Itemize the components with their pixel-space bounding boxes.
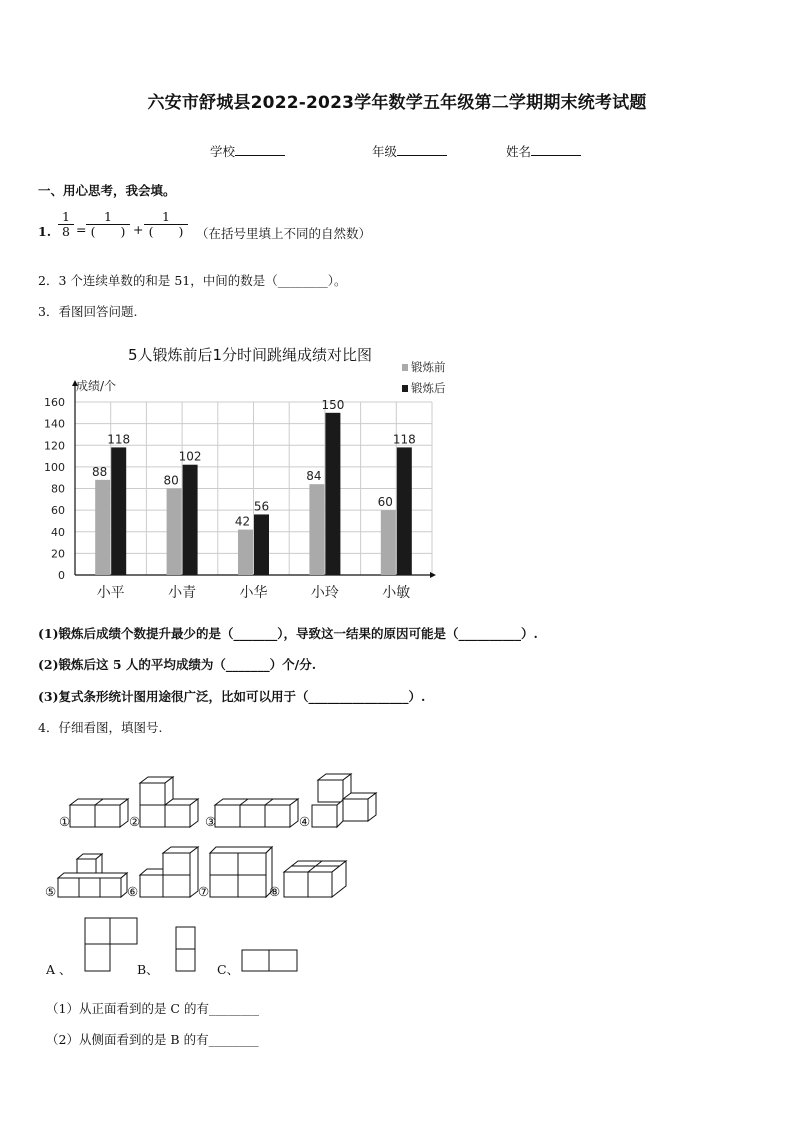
q1-fraction-lhs [58, 210, 74, 239]
y-tick-label: 0 [58, 569, 65, 582]
x-axis-arrow [430, 572, 436, 578]
legend-swatch-1 [402, 385, 408, 392]
y-tick-label: 160 [44, 396, 65, 409]
bar-chart [30, 335, 460, 610]
q3-sub2: (2)锻炼后这 5 人的平均成绩为（_______）个/分. [38, 657, 317, 672]
name-field[interactable] [506, 142, 581, 160]
legend-label: 锻炼前 [411, 360, 446, 374]
option-c-label: C、 [217, 962, 240, 977]
figure-3 [215, 799, 298, 827]
data-label: 84 [306, 469, 322, 484]
option-a-label: A 、 [46, 962, 72, 977]
q1-equals: = [76, 222, 87, 237]
cube-figures [40, 760, 400, 980]
bar-after-小平 [111, 447, 126, 575]
y-tick-label: 140 [44, 417, 65, 431]
q3-sub3: (3)复式条形统计图用途很广泛，比如可以用于（________________）. [38, 689, 426, 704]
q4-sub1: （1）从正面看到的是 C 的有________ [46, 1001, 259, 1016]
data-label: 60 [377, 495, 393, 510]
figure-label-2: ② [129, 814, 141, 829]
bar-before-小玲 [309, 484, 324, 575]
figure-8 [284, 861, 346, 897]
option-c-shape [242, 950, 297, 971]
school-label: 学校 [210, 144, 236, 159]
data-label: 42 [234, 514, 251, 529]
bar-after-小青 [183, 465, 198, 575]
bar-after-小华 [254, 514, 269, 575]
data-label: 118 [392, 432, 416, 447]
legend-label: 锻炼后 [411, 381, 446, 395]
bar-after-小敏 [397, 447, 412, 575]
y-tick-label: 80 [51, 482, 65, 496]
legend-swatch-0 [402, 364, 408, 371]
figure-label-4: ④ [299, 814, 311, 829]
q1-f2-denominator[interactable]: ( ) [148, 223, 184, 239]
q1-fraction-2[interactable] [144, 210, 188, 239]
name-label: 姓名 [506, 144, 532, 159]
figure-7 [210, 847, 272, 897]
q3-sub1: (1)锻炼后成绩个数提升最少的是（_______），导致这一结果的原因可能是（__________）. [38, 626, 538, 641]
figure-6 [140, 847, 198, 897]
q3-text: 3．看图回答问题. [38, 304, 138, 319]
data-label: 102 [178, 449, 202, 464]
bar-before-小平 [95, 480, 110, 575]
q4-sub2: （2）从侧面看到的是 B 的有________ [46, 1032, 259, 1047]
figure-1 [70, 799, 128, 827]
x-tick-label: 小青 [168, 585, 197, 601]
x-tick-label: 小华 [239, 585, 268, 601]
q1-plus: + [133, 222, 144, 237]
y-tick-label: 60 [51, 504, 65, 518]
data-label: 56 [253, 499, 270, 514]
figure-label-3: ③ [205, 814, 217, 829]
bar-before-小青 [167, 489, 182, 576]
q1-f2-numerator: 1 [144, 210, 188, 225]
bar-before-小敏 [381, 510, 396, 575]
q1-fraction-1[interactable] [86, 210, 130, 239]
school-field[interactable] [210, 142, 285, 160]
q1-lhs-numerator: 1 [58, 210, 74, 225]
data-label: 118 [107, 432, 131, 447]
page-title: 六安市舒城县2022-2023学年数学五年级第二学期期末统考试题 [147, 93, 647, 113]
figure-label-1: ① [59, 814, 71, 829]
q1-f1-denominator[interactable]: ( ) [90, 223, 126, 239]
figure-2 [140, 777, 198, 827]
q1-lhs-denominator: 8 [62, 223, 70, 239]
y-tick-label: 40 [51, 525, 65, 539]
y-tick-label: 100 [44, 460, 65, 474]
option-a-shape [85, 918, 137, 971]
option-b-shape [176, 927, 195, 971]
figure-4 [312, 774, 376, 827]
y-tick-label: 120 [44, 439, 65, 453]
figure-5 [58, 854, 127, 897]
chart-title: 5人锻炼前后1分时间跳绳成绩对比图 [127, 346, 373, 364]
x-tick-label: 小平 [96, 585, 125, 601]
data-label: 150 [321, 397, 345, 412]
q1-f1-numerator: 1 [86, 210, 130, 225]
bar-before-小华 [238, 530, 253, 575]
figure-label-8: ⑧ [269, 884, 281, 899]
grade-field[interactable] [372, 142, 447, 160]
figure-label-6: ⑥ [127, 884, 139, 899]
option-b-label: B、 [137, 962, 159, 977]
data-label: 88 [92, 464, 108, 479]
figure-label-7: ⑦ [198, 884, 210, 899]
q2-text: 2．3 个连续单数的和是 51，中间的数是（________）。 [38, 273, 347, 288]
bar-after-小玲 [325, 413, 340, 575]
x-tick-label: 小敏 [382, 585, 411, 601]
y-axis-title: 成绩/个 [76, 379, 117, 393]
data-label: 80 [163, 473, 179, 488]
y-tick-label: 20 [51, 547, 65, 561]
section-heading: 一、用心思考，我会填。 [38, 183, 176, 198]
figure-label-5: ⑤ [45, 884, 57, 899]
q1-note: （在括号里填上不同的自然数） [196, 226, 372, 241]
grade-label: 年级 [372, 144, 398, 159]
q4-text: 4．仔细看图，填图号. [38, 720, 163, 735]
x-tick-label: 小玲 [310, 585, 339, 601]
q1-number: 1. [38, 224, 52, 239]
